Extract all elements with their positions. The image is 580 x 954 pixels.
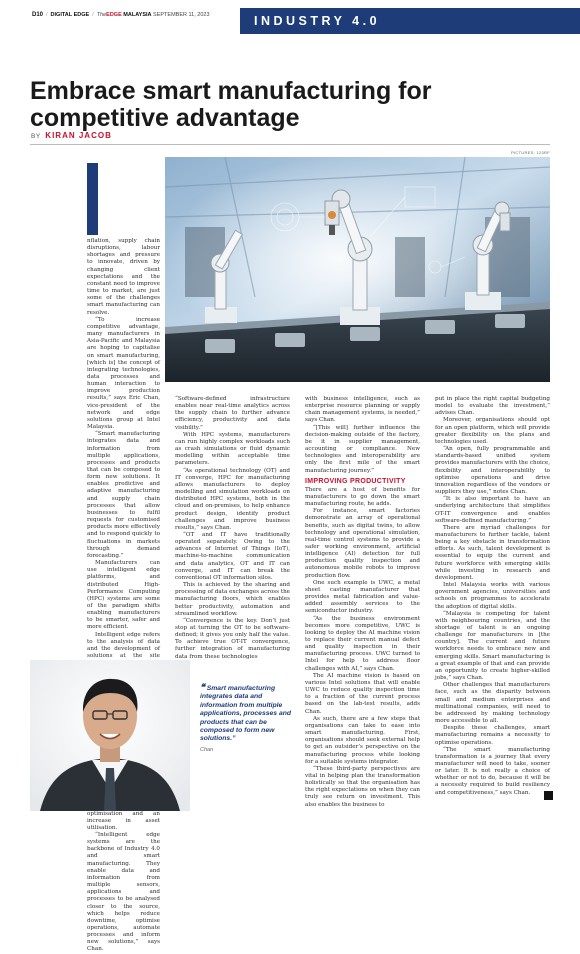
paragraph: “Smart manufacturing integrates data and information from multiple applications, processes and products that can be composed to form new solutions. It enables predictive and adaptive manufacturing and supply chain processes that allow businesses to fulfil requests for customised products more effectively and to respond quickly to fluctuations in markets through demand forecasting.” [87, 431, 160, 559]
paragraph: “To increase competitive advantage, many manufacturers in Asia-Pacific and Malaysia are hoping to capitalise on smart manufacturing, [which is] the concept of integrating technologies, data processes and human interaction to improve production results,” says Eric Chan, vice-president of the network and edge solutions group at Intel Malaysia. [87, 316, 160, 431]
brand-prefix: The [96, 12, 107, 18]
byline-label: BY [31, 133, 41, 140]
paragraph: With HPC systems, manufacturers can run highly complex workloads such as crash simulations or fluid dynamic modelling within acceptable time parameters. [175, 431, 290, 467]
pull-quote-attribution: Chan [200, 746, 214, 753]
paragraph: As such, there are a few steps that organisations can take to ease into smart manufacturing. First, organisations should seek external help to get an outsider’s perspective on the manufacturing process while looking for a suitable systems integrator. [305, 715, 420, 765]
paragraph: Despite these challenges, smart manufacturing remains a necessity to optimise operations. [435, 725, 550, 746]
paragraph: Moreover, organisations should opt for an open platform, which will provide greater flexibility on the plans and technologies used. [435, 417, 550, 445]
section-subhead: IMPROVING PRODUCTIVITY [305, 477, 406, 485]
pull-quote [200, 683, 292, 753]
paragraph: put in place the right capital budgeting model to evaluate the investment,” advises Chan. [435, 396, 550, 417]
portrait-photo [30, 660, 190, 811]
drop-cap [87, 163, 98, 235]
issue-date: SEPTEMBER 11, 2023 [153, 12, 210, 18]
brand-edge: EDGE [106, 12, 122, 18]
column-1 [87, 238, 160, 953]
paragraph: optimisation and an increase in asset utilisation. [87, 810, 160, 831]
factory-robot-photo [165, 157, 550, 382]
paragraph: Intel Malaysia works with various government agencies, universities and schools on programmes to accelerate the adoption of digital skills. [435, 582, 550, 610]
paragraph: “Software-defined infrastructure enables near real-time analytics across the supply chain to further advance efficiency, productivity and data visibility.” [175, 396, 290, 431]
brand-suffix: MALAYSIA [123, 12, 152, 18]
column-2 [175, 396, 290, 661]
column-4 [435, 396, 550, 796]
pull-quote-text [200, 683, 292, 744]
paragraph: There are myriad challenges for manufacturers to further tackle, talent being a key obstacle in transformation efforts. As such, talent development is essential to equip the current and future workforce with emerging skills while investing in research and development. [435, 524, 550, 581]
paragraph: “Convergence is the key. Don’t just stop at turning the OT to be software-defined; it gives you only half the value. To achieve true OT-IT convergence, further integration of manufacturing data from these technologies [175, 617, 290, 660]
paragraph: “These third-party perspectives are vital in helping plan the transformation holistically so that the organisation has the right expectations on when they can truly see return on investment. This also enables the business to [305, 765, 420, 808]
section-banner: INDUSTRY 4.0 [240, 8, 580, 34]
header-rule [30, 144, 550, 145]
quote-icon: ❝ [200, 682, 205, 692]
paragraph: Other challenges that manufacturers face, such as the disparity between small and medium enterprises and multinational companies, will need to be addressed by making technology more accessible to all. [435, 682, 550, 725]
paragraph: For instance, smart factories demonstrate an array of operational benefits, such as digital twins, to allow technology and operational simulation, real-time control systems to provide a safer working environment, artificial intelligence (AI) detection for full production quality inspection and autonomous mobile robots to improve production flow. [305, 508, 420, 579]
paragraph: “Intelligent edge systems are the backbone of Industry 4.0 and smart manufacturing. They enable data and information from multiple sensors, applications and processes to be analysed closer to the source, which helps reduce downtime, optimise operations, automate processes and inform new solutions,” says Chan. [87, 831, 160, 953]
paragraph: “As the business environment becomes more competitive, UWC is looking to deploy the AI machine vision to replace their current manual defect and quality inspection in their manufacturing process. UWC turned to Intel for help to address floor challenges with AI,” says Chan. [305, 615, 420, 672]
paragraph: Intelligent edge refers to the analysis of data and the development of solutions at the site [87, 631, 160, 660]
photo-credit: PICTURES: 123RF [511, 150, 550, 155]
paragraph: nflation, supply chain disruptions, labour shortages and pressure to innovate, driven by changing client expectations and the constant need to improve time to market, are just some of the challenges smart manufacturing can resolve. [87, 238, 160, 316]
byline [31, 131, 112, 140]
paragraph: This is achieved by the sharing and processing of data exchanges across the manufacturing floors, which enables better productivity, automation and streamlined workflow. [175, 582, 290, 617]
paragraph: “The smart manufacturing transformation is a journey that every manufacturer will need to take, sooner or later. It is not really a choice of whether or not to do, because it will be a necessity required to build resiliency and competitiveness,” says Chan. [435, 746, 550, 796]
page-header [0, 0, 580, 34]
paragraph: “As operational technology (OT) and IT converge, HPC for manufacturing allows manufacturers to deploy modelling and simulation workloads on distributed HPC systems, both in the cloud and on-premises, to help enhance product design, identify product challenges and improve business results,” says Chan. [175, 467, 290, 531]
paragraph: “It is also important to have an underlying architecture that simplifies OT-IT convergence and enables software-defined manufacturing.” [435, 496, 550, 524]
paragraph: The AI machine vision is based on various Intel solutions that will enable UWC to reduce quality inspection time to a fraction of the current process based on the lab-test results, adds Chan. [305, 672, 420, 715]
paragraph: “[This will] further influence the decision-making outside of the factory, be it in supplier management, accounting or compliance. New technologies and interoperability are only the first mile of the smart manufacturing journey.” [305, 424, 420, 474]
pull-quote-close: ” [232, 735, 236, 743]
section-name: DIGITAL EDGE [50, 12, 90, 18]
paragraph: There are a host of benefits for manufacturers to go down the smart manufacturing route, he adds. [305, 486, 420, 508]
paragraph: “Malaysia is competing for talent with neighbouring countries, and the shortage of talent is an ongoing challenge for manufacturers in [the country]. The current and future workforce needs to embrace new and emerging skills. Smart manufacturing is a great example of that and can provide an opportunity to create higher-skilled jobs,” says Chan. [435, 610, 550, 682]
paragraph: One such example is UWC, a metal sheet casting manufacturer that provides metal fabrication and value-added assembly services to the semiconductor industry. [305, 579, 420, 615]
paragraph: with business intelligence, such as enterprise resource planning or supply chain management systems, is needed,” says Chan. [305, 396, 420, 424]
paragraph: “OT and IT have traditionally operated separately. Owing to the advances of Internet of Things (IoT), machine-to-machine communication and data analytics, OT and IT can converge, and IT can break the conventional OT information silos. [175, 531, 290, 581]
author-name: KIRAN JACOB [45, 131, 112, 140]
paragraph: “An open, fully programmable and standards-based unified system provides manufacturers with the choice, flexibility and interoperability to optimise operations and drive innovation regardless of the vendors or suppliers they use,” notes Chan. [435, 446, 550, 496]
folio: D10 / DIGITAL EDGE / TheEDGE MALAYSIA SEPTEMBER 11, 2023 [32, 12, 210, 18]
pull-quote-body: Smart manufacturing integrates data and information from multiple applications, processes and products that can be composed to form new solutions. [200, 685, 292, 743]
page-number: D10 [32, 12, 44, 18]
column-3 [305, 396, 420, 806]
paragraph: Manufacturers can use intelligent edge platforms, and distributed High-Performance Computing (HPC) systems are some of the paradigm shifts enabling manufacturers to be smarter, safer and more efficient. [87, 560, 160, 631]
end-mark [544, 791, 553, 800]
headline: Embrace smart manufacturing for competitive advantage [30, 77, 432, 132]
